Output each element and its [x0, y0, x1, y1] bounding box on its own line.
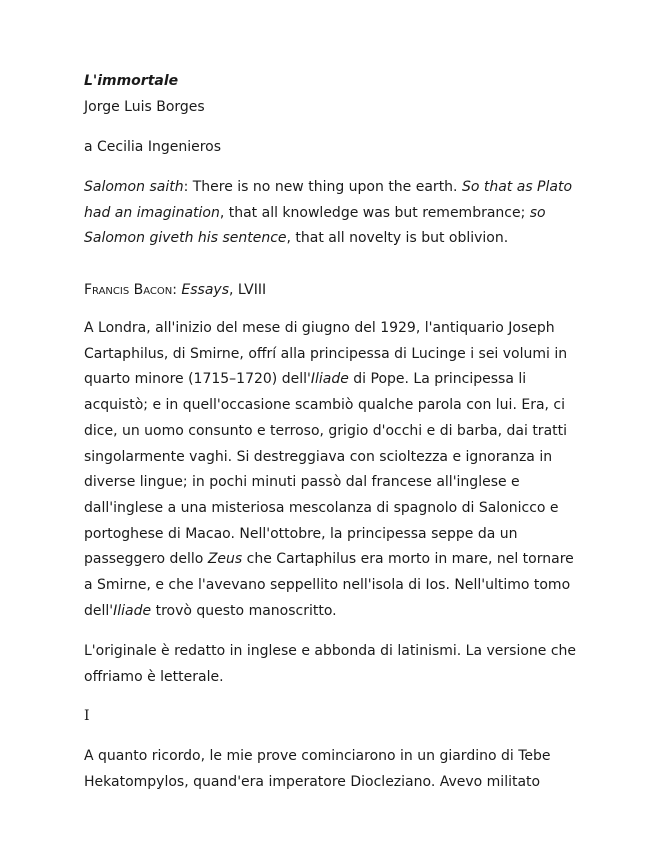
epigraph-attribution — [84, 279, 584, 301]
paragraph-italic: Iliade — [113, 602, 152, 619]
paragraph-intro — [84, 316, 584, 624]
epigraph-italic: Salomon saith — [84, 179, 184, 195]
paragraph-italic: Zeus — [207, 551, 243, 568]
epigraph-text: , that all novelty is but oblivion. — [286, 230, 509, 246]
document-title: L'immortale — [84, 73, 179, 89]
chapter-heading: I — [84, 708, 90, 724]
attribution-separator: : — [172, 282, 182, 298]
dedication: a Cecilia Ingenieros — [84, 139, 221, 155]
paragraph-chapter-start: A quanto ricordo, le mie prove cominciarono in un giardino di Tebe Hekatompylos, quand'era imperatore Diocleziano. Avevo militato — [84, 748, 551, 790]
paragraph-text: A Londra, all'inizio del mese di giugno del 1929, l'antiquario Joseph Cartaphilus, di Smirne, offrí alla principessa di Lucinge i sei volumi in quarto minore (1715–1720) dell' — [84, 320, 568, 388]
attribution-reference: , LVIII — [229, 282, 267, 298]
paragraph-italic: Iliade — [310, 371, 349, 388]
epigraph-text: , that all knowledge was but remembrance; — [219, 204, 530, 221]
paragraph-text: trovò questo manoscritto. — [151, 602, 337, 619]
paragraph-text: di Pope. La principessa li acquistò; e in quell'occasione scambiò qualche parola con lui. Era, ci dice, un uomo consunto e terroso, grigio d'occhi e di barba, dai tratti singolarmente vaghi. Si destreggiava con scioltezza e ignoranza in diverse lingue; in pochi minuti passò dal francese all'inglese e dall'inglese a una misteriosa mescolanza di spagnolo di Salonicco e portoghese di Macao. Nell'ottobre, la principessa seppe da un passeggero dello — [84, 371, 568, 568]
epigraph-italic: so Salomon giveth his sentence — [84, 204, 546, 246]
author-name: Jorge Luis Borges — [84, 99, 205, 115]
epigraph — [84, 175, 584, 252]
attribution-author: Francis Bacon — [84, 282, 173, 298]
epigraph-text: : There is no new thing upon the earth. — [183, 179, 462, 195]
attribution-work: Essays — [181, 282, 230, 298]
epigraph-italic: So that as Plato had an imagination — [84, 179, 573, 221]
paragraph-text: che Cartaphilus era morto in mare, nel tornare a Smirne, e che l'avevano seppellito nell'isola di Ios. Nell'ultimo tomo dell' — [84, 551, 574, 619]
paragraph-translation-note: L'originale è redatto in inglese e abbonda di latinismi. La versione che offriamo è letterale. — [84, 643, 577, 685]
